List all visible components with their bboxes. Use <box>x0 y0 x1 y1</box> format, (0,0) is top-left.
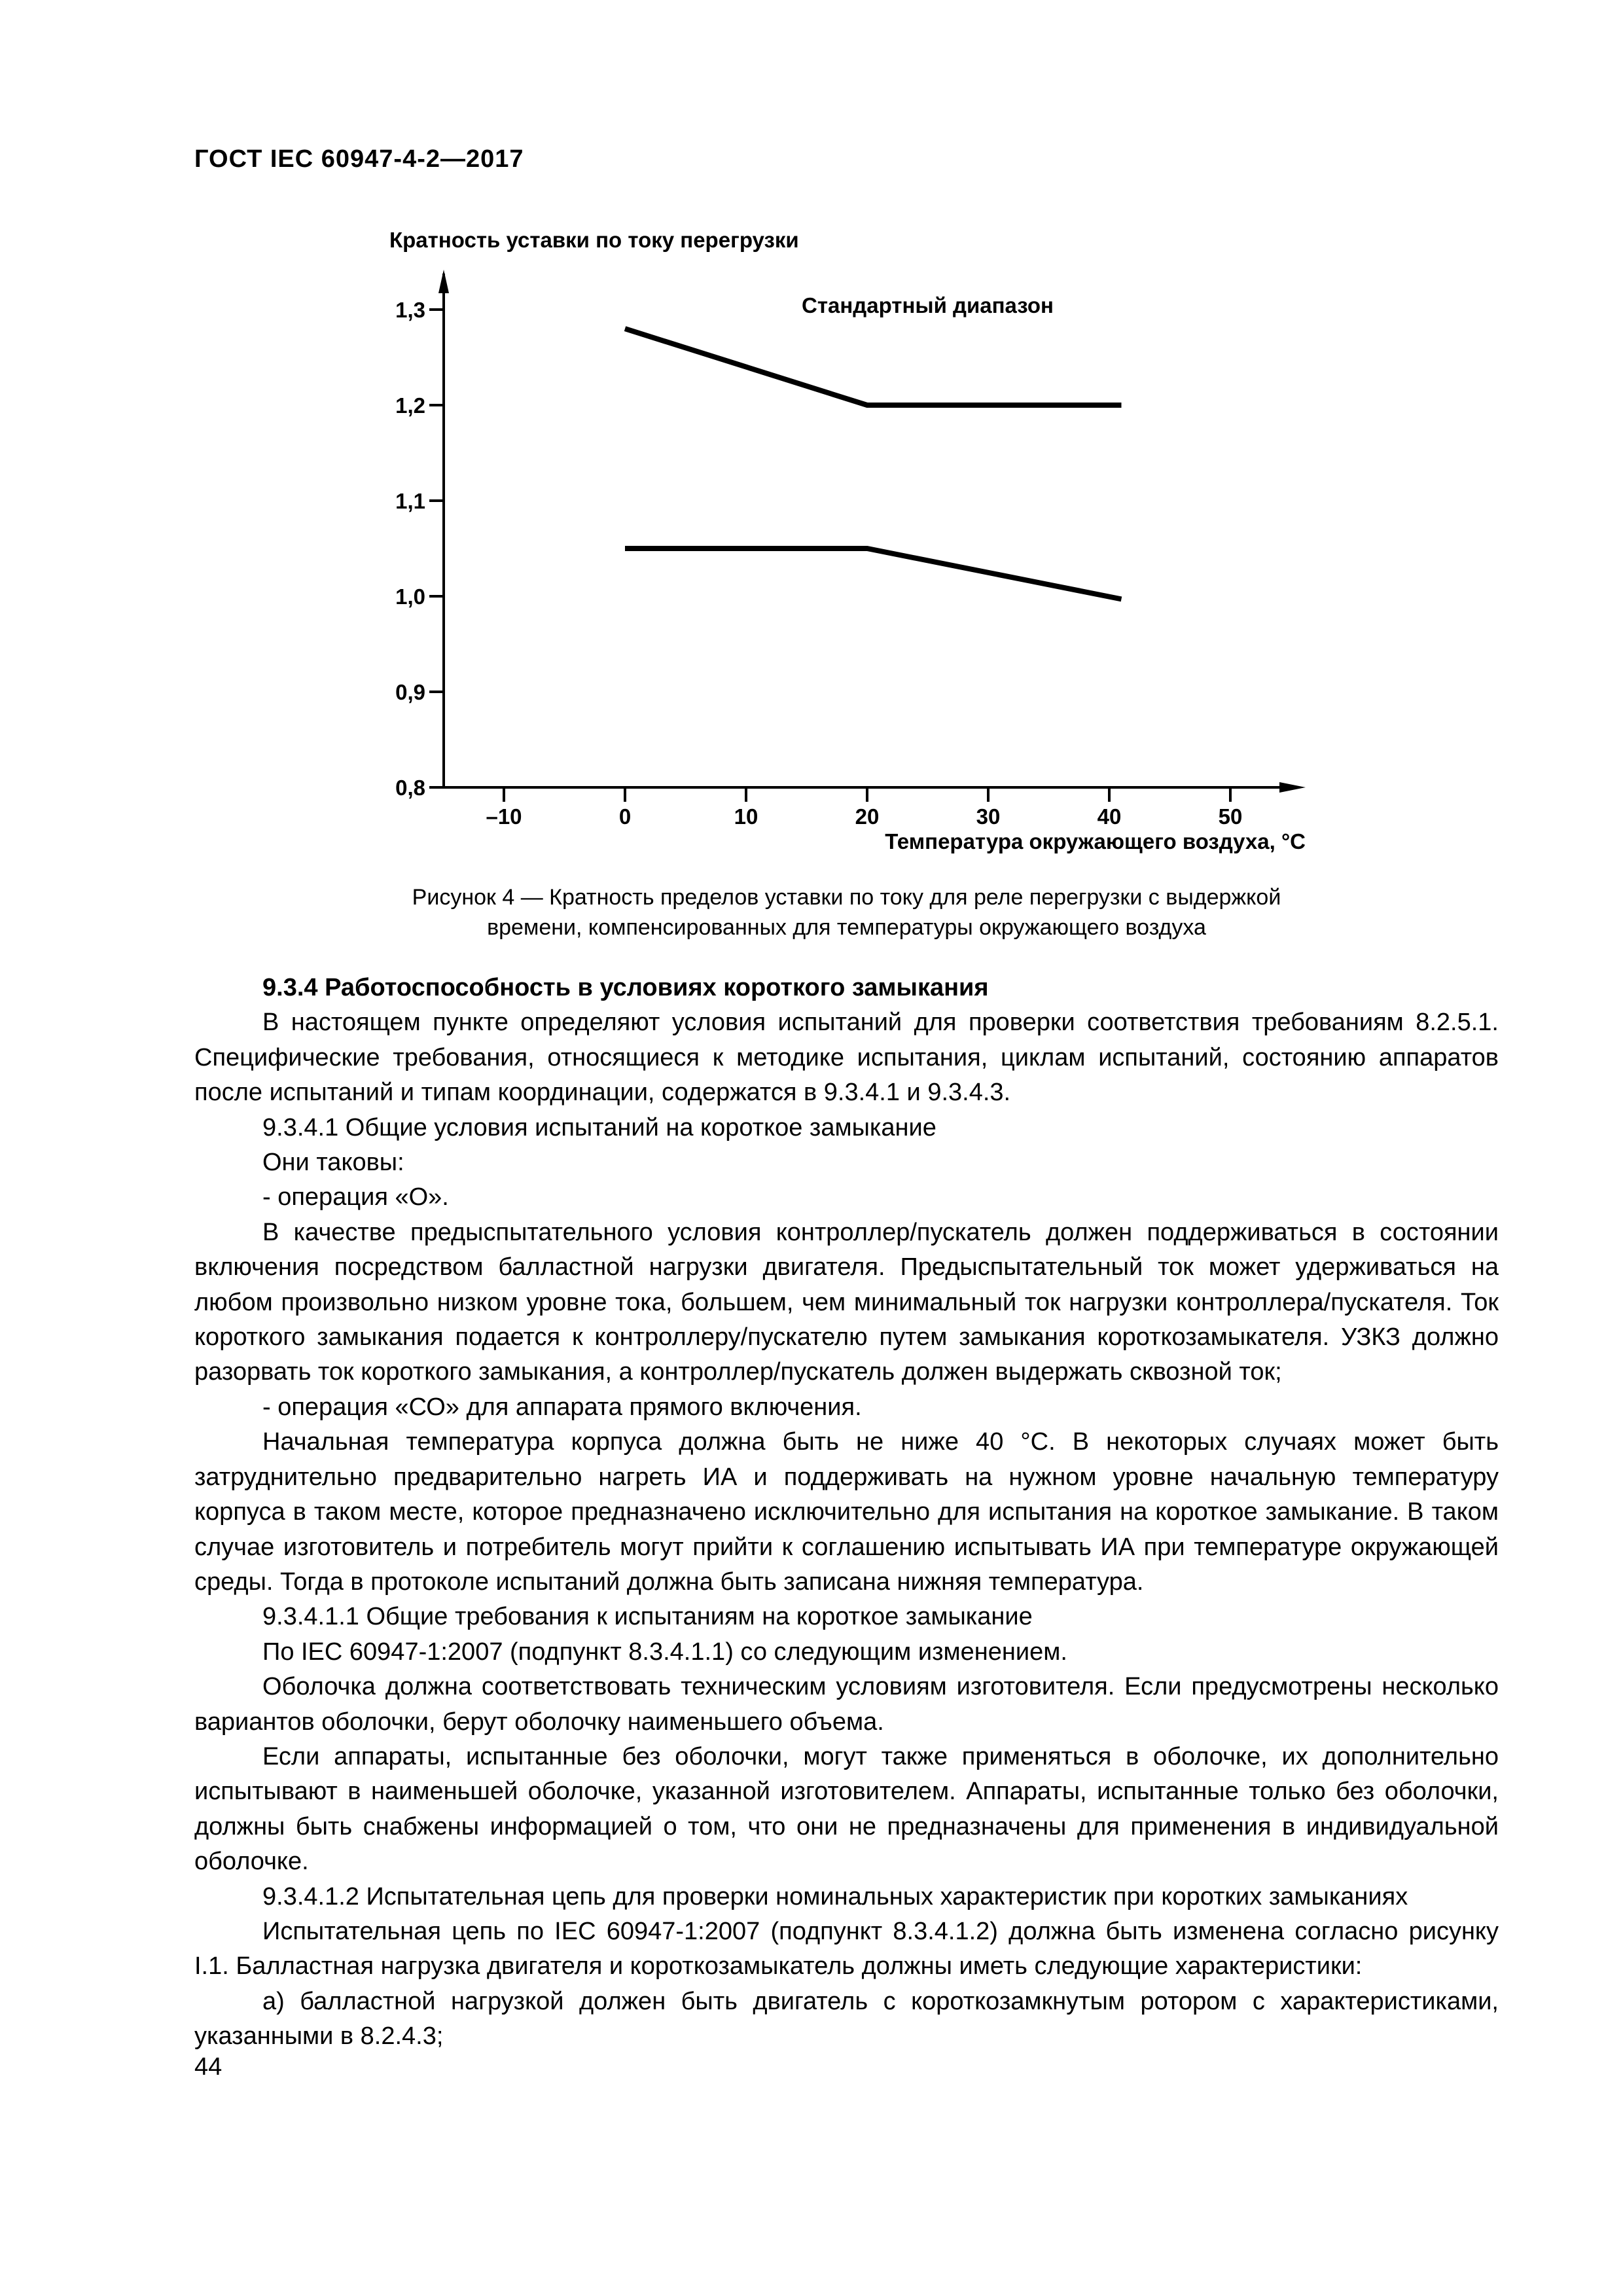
y-tick-label: 0,9 <box>395 680 425 704</box>
y-axis-arrow <box>438 270 449 293</box>
paragraph: - операция «О». <box>262 1183 449 1211</box>
y-tick-label: 0,8 <box>395 776 425 800</box>
caption-line-1: Рисунок 4 — Кратность пределов уставки по току для реле перегрузки с выдержкой <box>412 885 1281 910</box>
x-axis-label: Температура окружающего воздуха, °С <box>885 829 1306 853</box>
x-tick-label: 30 <box>976 804 1001 829</box>
y-tick-label: 1,0 <box>395 584 425 609</box>
x-tick-label: 20 <box>855 804 880 829</box>
paragraph: а) балластной нагрузкой должен быть двигатель с короткозамкнутым ротором с характеристиками, указанными в 8.2.4.3; <box>194 1987 1499 2051</box>
series-line-lower-limit <box>625 548 1122 599</box>
series-line-upper-limit <box>625 329 1122 405</box>
x-tick-label: 40 <box>1097 804 1122 829</box>
caption-line-2: времени, компенсированных для температуры окружающего воздуха <box>487 915 1206 940</box>
y-axis-label: Кратность уставки по току перегрузки <box>389 228 799 252</box>
figure-caption <box>194 882 1499 942</box>
paragraph: Оболочка должна соответствовать техническим условиям изготовителя. Если предусмотрены несколько вариантов оболочки, берут оболочку наименьшего объема. <box>194 1673 1499 1736</box>
paragraph: Испытательная цепь по IEC 60947-1:2007 (подпункт 8.3.4.1.2) должна быть изменена согласно рисунку I.1. Балластная нагрузка двигателя и короткозамыкатель должны иметь следующие характеристики: <box>194 1917 1499 1981</box>
paragraph: - операция «СО» для аппарата прямого включения. <box>262 1393 862 1421</box>
paragraph: 9.3.4.1.2 Испытательная цепь для проверки номинальных характеристик при коротких замыканиях <box>262 1882 1408 1910</box>
paragraph: Начальная температура корпуса должна быть не ниже 40 °С. В некоторых случаях может быть затруднительно предварительно нагреть ИА и поддерживать на нужном уровне начальную температуру корпуса в таком месте, которое предназначено исключительно для испытания на короткое замыкание. В таком случае изготовитель и потребитель могут прийти к соглашению испытывать ИА при температуре окружающей среды. Тогда в протоколе испытаний должна быть записана нижняя температура. <box>194 1428 1499 1596</box>
paragraph: Они таковы: <box>262 1149 404 1177</box>
overload-multiple-chart <box>0 0 1623 877</box>
paragraph: Если аппараты, испытанные без оболочки, могут также применяться в оболочке, их дополнительно испытывают в наименьшей оболочке, указанной изготовителем. Аппараты, испытанные только без оболочки, должны быть снабжены информацией о том, что они не предназначены для применения в индивидуальной оболочке. <box>194 1742 1499 1876</box>
y-tick-label: 1,2 <box>395 393 425 418</box>
paragraph: В настоящем пункте определяют условия испытаний для проверки соответствия требованиям 8.2.5.1. Специфические требования, относящиеся к методике испытания, циклам испытаний, состоянию аппаратов после испытаний и типам координации, содержатся в 9.3.4.1 и 9.3.4.3. <box>194 1009 1499 1107</box>
x-tick-label: 10 <box>734 804 758 829</box>
section-heading: 9.3.4 Работоспособность в условиях короткого замыкания <box>262 974 989 1001</box>
x-axis-arrow <box>1279 782 1306 793</box>
paragraph: По IEC 60947-1:2007 (подпункт 8.3.4.1.1) со следующим изменением. <box>262 1638 1067 1666</box>
x-tick-label: 0 <box>618 804 632 829</box>
page-number: 44 <box>194 2053 223 2081</box>
paragraph: 9.3.4.1.1 Общие требования к испытаниям на короткое замыкание <box>262 1603 1033 1631</box>
document-header: ГОСТ IEC 60947-4-2—2017 <box>194 145 524 173</box>
body-text <box>194 971 1499 2054</box>
y-tick-label: 1,3 <box>395 298 425 322</box>
x-tick-label: –10 <box>486 804 522 829</box>
x-tick-label: 50 <box>1218 804 1243 829</box>
y-tick-label: 1,1 <box>395 489 425 513</box>
range-annotation: Стандартный диапазон <box>802 293 1054 317</box>
paragraph: 9.3.4.1 Общие условия испытаний на короткое замыкание <box>262 1113 936 1141</box>
paragraph: В качестве предыспытательного условия контроллер/пускатель должен поддерживаться в состоянии включения посредством балластной нагрузки двигателя. Предыспытательный ток может удерживаться на любом произвольно низком уровне тока, большем, чем минимальный ток нагрузки контроллера/пускателя. Ток короткого замыкания подается к контроллеру/пускателю путем замыкания короткозамыкателя. УЗКЗ должно разорвать ток короткого замыкания, а контроллер/пускатель должен выдержать сквозной ток; <box>194 1218 1499 1386</box>
